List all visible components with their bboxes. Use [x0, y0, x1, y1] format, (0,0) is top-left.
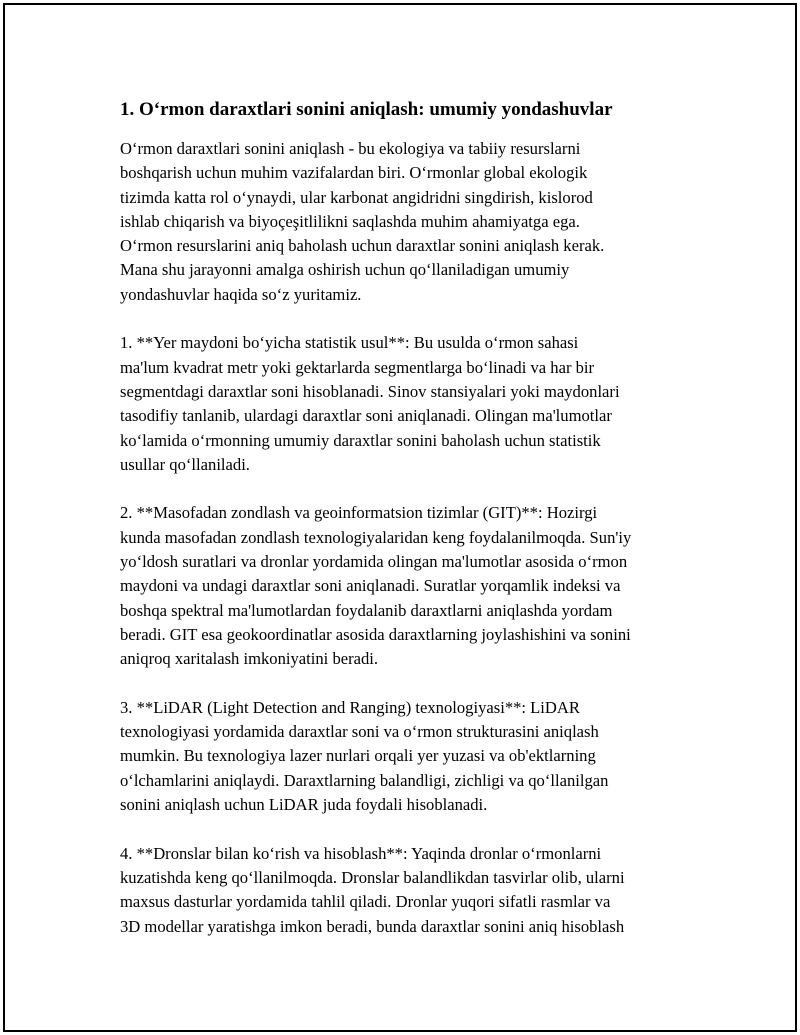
- text-line: beradi. GIT esa geokoordinatlar asosida daraxtlarning joylashishini va sonini: [120, 624, 631, 644]
- text-line: 2. **Masofadan zondlash va geoinformatsion tizimlar (GIT)**: Hozirgi: [120, 503, 598, 523]
- method-1-paragraph: [120, 331, 686, 477]
- method-2-paragraph: [120, 501, 686, 671]
- document-body: [120, 97, 686, 963]
- text-line: 4. **Dronslar bilan ko‘rish va hisoblash**: Yaqinda dronlar o‘rmonlarni: [120, 843, 602, 863]
- section-heading: 1. O‘rmon daraxtlari sonini aniqlash: umumiy yondashuvlar: [120, 99, 613, 120]
- text-line: O‘rmon resurslarini aniq baholash uchun daraxtlar sonini aniqlash kerak.: [120, 236, 605, 256]
- text-line: kuzatishda keng qo‘llanilmoqda. Dronslar balandlikdan tasvirlar olib, ularni: [120, 867, 625, 887]
- text-line: sonini aniqlash uchun LiDAR juda foydali hisoblanadi.: [120, 795, 488, 815]
- text-line: 3D modellar yaratishga imkon beradi, bunda daraxtlar sonini aniq hisoblash: [120, 916, 625, 936]
- text-line: ko‘lamida o‘rmonning umumiy daraxtlar sonini baholash uchun statistik: [120, 430, 601, 450]
- text-line: o‘lchamlarini aniqlaydi. Daraxtlarning balandligi, zichligi va qo‘llanilgan: [120, 770, 609, 790]
- text-line: aniqroq xaritalash imkoniyatini beradi.: [120, 649, 379, 669]
- text-line: boshqarish uchun muhim vazifalardan biri. O‘rmonlar global ekologik: [120, 163, 588, 183]
- text-line: ishlab chiqarish va biyoçeşitlilikni saqlashda muhim ahamiyatga ega.: [120, 211, 580, 231]
- text-line: mumkin. Bu texnologiya lazer nurlari orqali yer yuzasi va ob'ektlarning: [120, 746, 596, 766]
- method-4-paragraph: [120, 842, 686, 939]
- text-line: yondashuvlar haqida so‘z yuritamiz.: [120, 284, 362, 304]
- text-line: tizimda katta rol o‘ynaydi, ular karbonat angidridni singdirish, kislorod: [120, 187, 593, 207]
- text-line: maxsus dasturlar yordamida tahlil qiladi. Dronlar yuqori sifatli rasmlar va: [120, 892, 611, 912]
- text-line: texnologiyasi yordamida daraxtlar soni va o‘rmon strukturasini aniqlash: [120, 722, 599, 742]
- text-line: maydoni va undagi daraxtlar soni aniqlanadi. Suratlar yorqamlik indeksi va: [120, 576, 621, 596]
- intro-paragraph: [120, 137, 686, 307]
- text-line: usullar qo‘llaniladi.: [120, 454, 250, 474]
- text-line: segmentdagi daraxtlar soni hisoblanadi. Sinov stansiyalari yoki maydonlari: [120, 381, 620, 401]
- text-line: yo‘ldosh suratlari va dronlar yordamida olingan ma'lumotlar asosida o‘rmon: [120, 552, 628, 572]
- text-line: Mana shu jarayonni amalga oshirish uchun qo‘llaniladigan umumiy: [120, 260, 570, 280]
- text-line: boshqa spektral ma'lumotlardan foydalanib daraxtlarni aniqlashda yordam: [120, 600, 613, 620]
- text-line: tasodifiy tanlanib, ulardagi daraxtlar soni aniqlanadi. Olingan ma'lumotlar: [120, 406, 612, 426]
- text-line: kunda masofadan zondlash texnologiyalaridan keng foydalanilmoqda. Sun'iy: [120, 527, 632, 547]
- text-line: 1. **Yer maydoni bo‘yicha statistik usul**: Bu usulda o‘rmon sahasi: [120, 333, 579, 353]
- document-page: [3, 3, 797, 1032]
- method-3-paragraph: [120, 696, 686, 817]
- text-line: 3. **LiDAR (Light Detection and Ranging) texnologiyasi**: LiDAR: [120, 697, 580, 717]
- text-line: ma'lum kvadrat metr yoki gektarlarda segmentlarga bo‘linadi va har bir: [120, 357, 595, 377]
- text-line: O‘rmon daraxtlari sonini aniqlash - bu ekologiya va tabiiy resurslarni: [120, 139, 581, 158]
